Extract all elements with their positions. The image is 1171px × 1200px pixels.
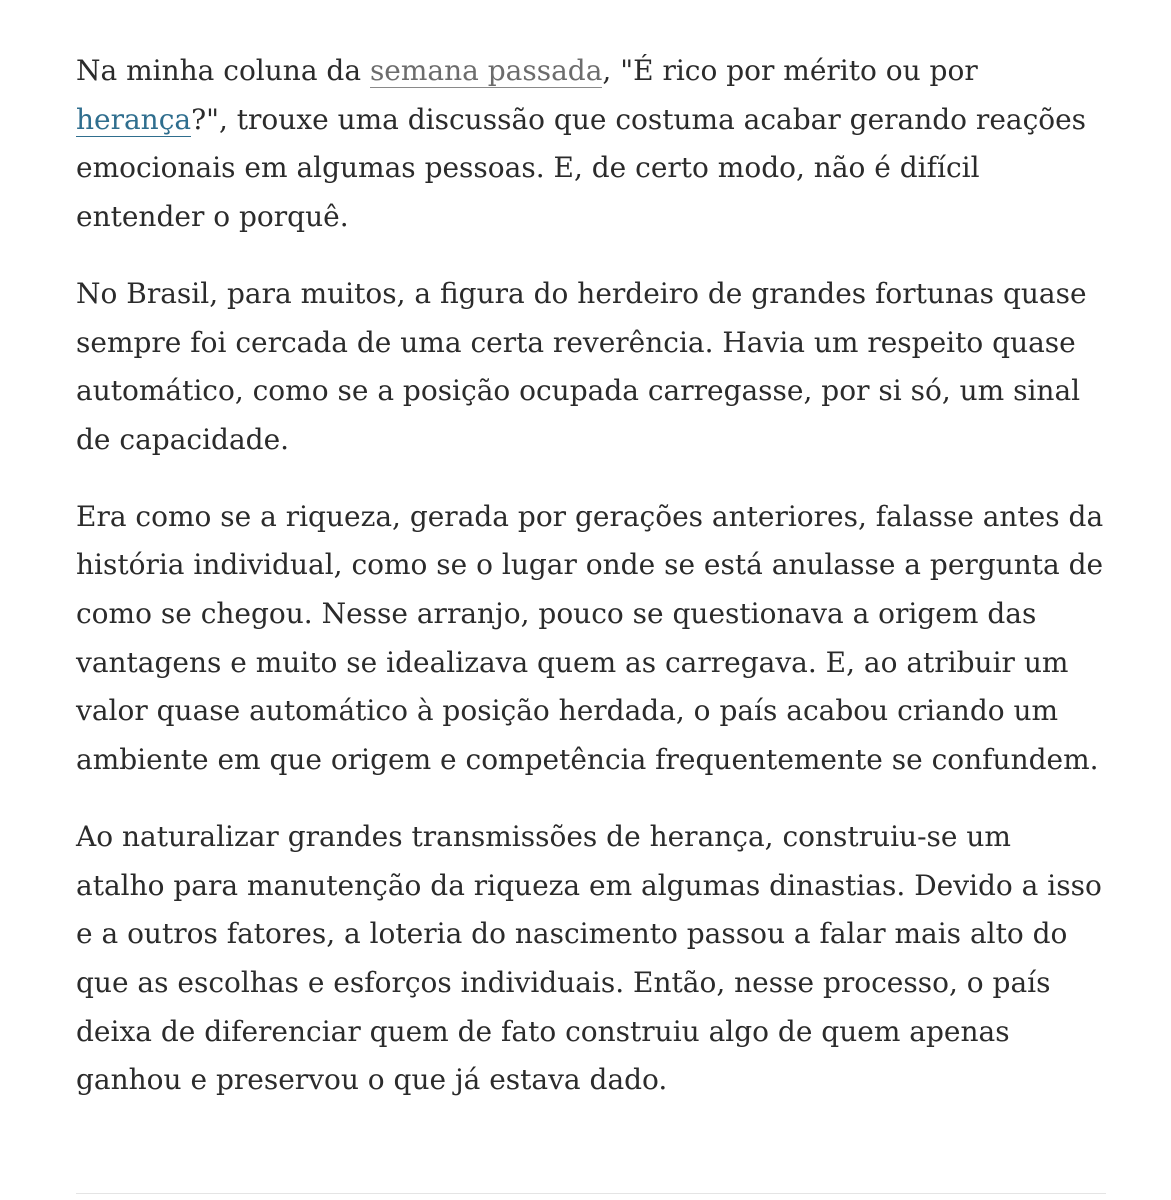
- paragraph-3: Era como se a riqueza, gerada por gerações anteriores, falasse antes da história individual, como se o lugar onde se está anulasse a pergunta de como se chegou. Nesse arranjo, pouco se questionava a origem das vantagens e muito se idealizava quem as carregava. E, ao atribuir um valor quase automático à posição herdada, o país acabou criando um ambiente em que origem e competência frequentemente se confundem.: [76, 499, 1104, 777]
- link-heranca[interactable]: herança: [76, 102, 192, 136]
- paragraph-1-text-middle: , "É rico por mérito ou por: [602, 54, 978, 87]
- paragraph-1-text-end: ?", trouxe uma discussão que costuma acabar gerando reações emocionais em algumas pessoas. E, de certo modo, não é difícil entender o porquê.: [76, 102, 1087, 234]
- paragraph-1-text-start: Na minha coluna da: [76, 54, 370, 87]
- link-semana-passada[interactable]: semana passada: [369, 54, 603, 87]
- paragraph-1: [76, 47, 1106, 242]
- paragraph-4: Ao naturalizar grandes transmissões de herança, construiu-se um atalho para manutenção da riqueza em algumas dinastias. Devido a isso e a outros fatores, a loteria do nascimento passou a falar mais alto do que as escolhas e esforços individuais. Então, nesse processo, o país deixa de diferenciar quem de fato construiu algo de quem apenas ganhou e preservou o que já estava dado.: [76, 819, 1102, 1097]
- bottom-divider: [76, 1193, 1106, 1194]
- article-body: [76, 47, 1106, 1133]
- paragraph-2: No Brasil, para muitos, a figura do herdeiro de grandes fortunas quase sempre foi cercada de uma certa reverência. Havia um respeito quase automático, como se a posição ocupada carregasse, por si só, um sinal de capacidade.: [76, 276, 1087, 456]
